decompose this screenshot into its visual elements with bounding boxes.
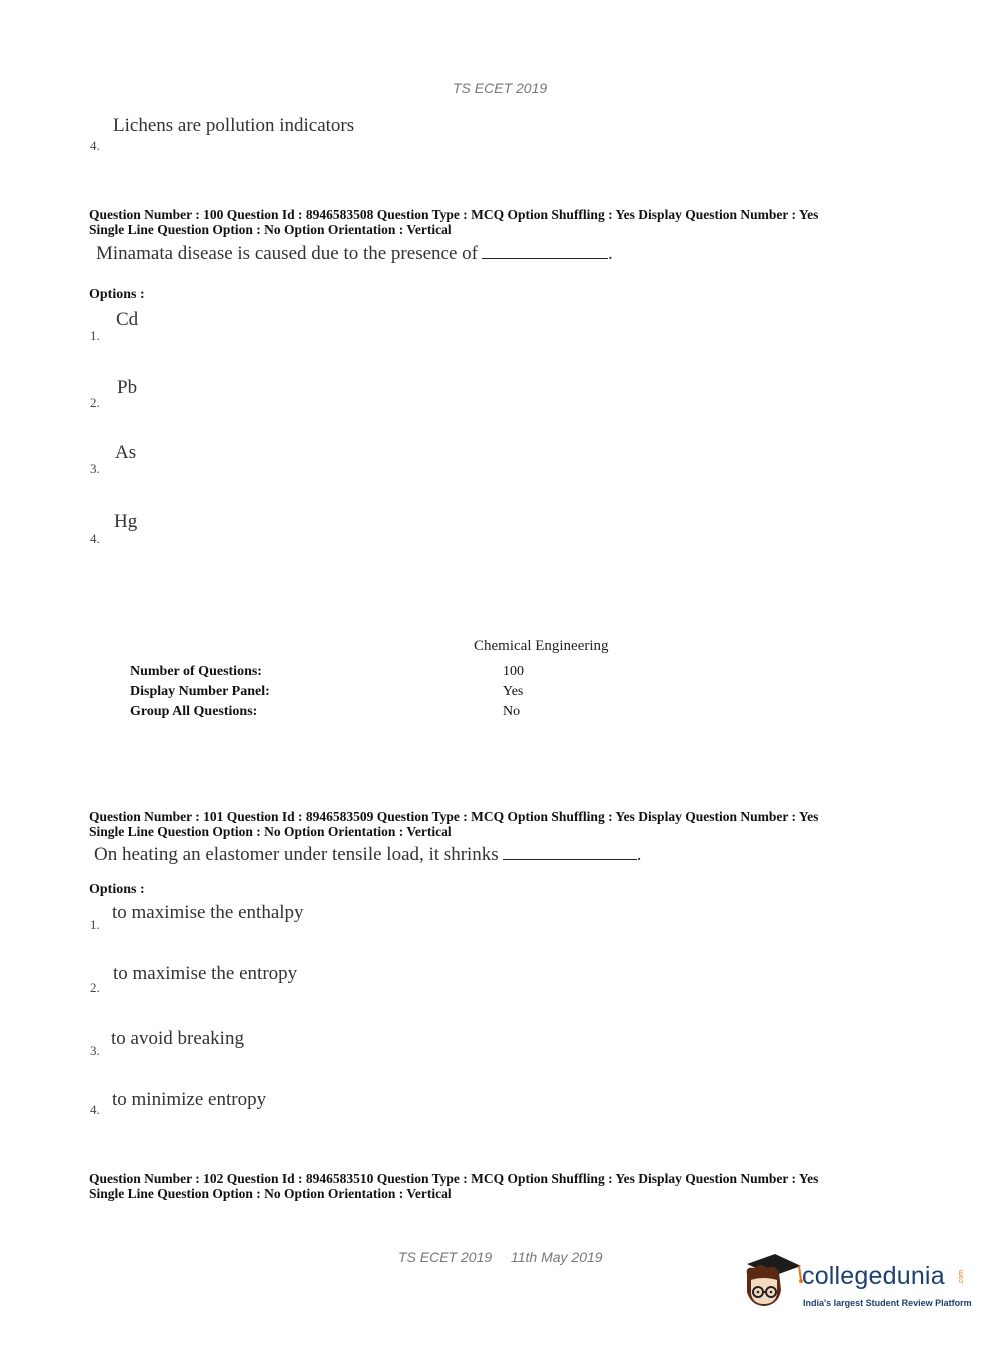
student-mascot-icon bbox=[741, 1250, 803, 1316]
section-key-number-panel: Display Number Panel: bbox=[130, 684, 270, 699]
q101-option-2-number: 2. bbox=[90, 980, 100, 995]
section-key-group-questions: Group All Questions: bbox=[130, 704, 258, 719]
q101-question-text bbox=[94, 844, 641, 866]
q101-option-3-number: 3. bbox=[90, 1043, 100, 1058]
section-value-number-panel: Yes bbox=[503, 684, 524, 699]
q102-meta-line2: Single Line Question Option : No Option Orientation : Vertical bbox=[89, 1186, 452, 1201]
logo-com-suffix: .com bbox=[958, 1270, 965, 1286]
q100-meta-line2: Single Line Question Option : No Option Orientation : Vertical bbox=[89, 222, 452, 237]
section-title: Chemical Engineering bbox=[474, 638, 609, 654]
q100-option-1-number: 1. bbox=[90, 328, 100, 343]
q100-question-stem: Minamata disease is caused due to the presence of bbox=[96, 243, 478, 264]
section-key-questions: Number of Questions: bbox=[130, 664, 262, 679]
q100-option-2-number: 2. bbox=[90, 395, 100, 410]
q101-option-3-text: to avoid breaking bbox=[111, 1028, 244, 1049]
section-value-group-questions: No bbox=[503, 704, 521, 719]
q100-option-3-number: 3. bbox=[90, 461, 100, 476]
q101-question-stem: On heating an elastomer under tensile load, it shrinks bbox=[94, 844, 499, 865]
q100-option-2-text: Pb bbox=[117, 377, 138, 398]
q101-options-label: Options : bbox=[89, 882, 145, 897]
q100-question-text bbox=[96, 243, 613, 265]
q100-option-3-text: As bbox=[115, 442, 137, 463]
q101-blank-line bbox=[503, 845, 637, 860]
footer-exam: TS ECET 2019 bbox=[398, 1249, 493, 1265]
q100-option-4-text: Hg bbox=[114, 511, 138, 532]
q101-option-4-number: 4. bbox=[90, 1102, 100, 1117]
page-header: TS ECET 2019 bbox=[453, 80, 548, 96]
q101-option-1-text: to maximise the enthalpy bbox=[112, 902, 304, 923]
q100-question-end: . bbox=[607, 243, 613, 264]
section-value-questions: 100 bbox=[503, 664, 524, 679]
q101-meta-line1: Question Number : 101 Question Id : 8946583509 Question Type : MCQ Option Shuffling : Yes Display Question Number : Yes bbox=[89, 809, 819, 824]
q102-meta-line1: Question Number : 102 Question Id : 8946583510 Question Type : MCQ Option Shuffling : Yes Display Question Number : Yes bbox=[89, 1171, 819, 1186]
prev-option-number: 4. bbox=[90, 138, 100, 153]
footer-date: 11th May 2019 bbox=[511, 1249, 603, 1265]
logo-brand-name: collegedunia bbox=[802, 1262, 945, 1290]
q101-meta-line2: Single Line Question Option : No Option Orientation : Vertical bbox=[89, 824, 452, 839]
q101-option-1-number: 1. bbox=[90, 917, 100, 932]
q101-option-2-text: to maximise the entropy bbox=[113, 963, 298, 984]
prev-option-text: Lichens are pollution indicators bbox=[113, 115, 355, 136]
logo-tagline: India's largest Student Review Platform bbox=[803, 1298, 972, 1308]
collegedunia-logo bbox=[741, 1250, 991, 1320]
q100-options-label: Options : bbox=[89, 287, 145, 302]
q101-question-end: . bbox=[636, 844, 642, 865]
q100-blank-line bbox=[482, 244, 608, 259]
q100-option-4-number: 4. bbox=[90, 531, 100, 546]
q100-meta-line1: Question Number : 100 Question Id : 8946583508 Question Type : MCQ Option Shuffling : Yes Display Question Number : Yes bbox=[89, 207, 819, 222]
q100-option-1-text: Cd bbox=[116, 309, 139, 330]
q101-option-4-text: to minimize entropy bbox=[112, 1089, 267, 1110]
